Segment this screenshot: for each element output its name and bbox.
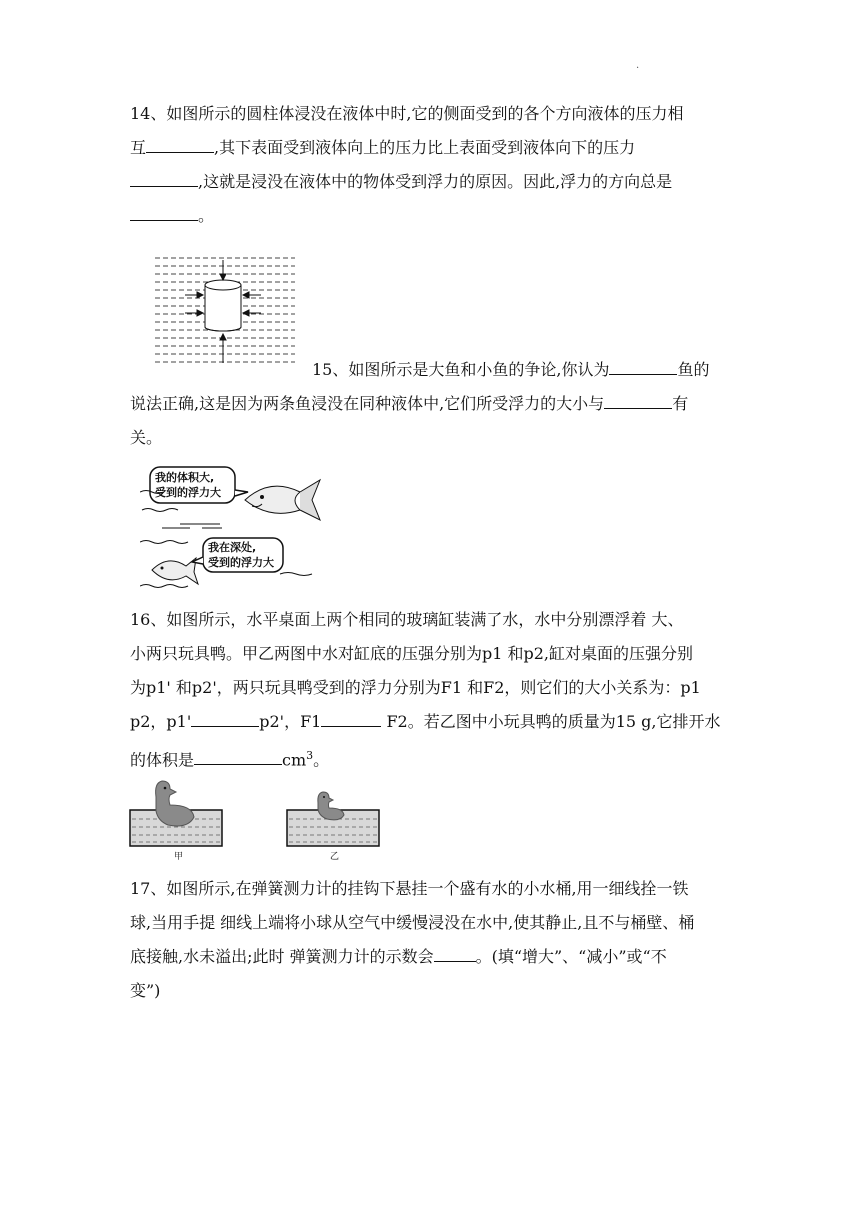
q14-blank-2[interactable] [130, 168, 198, 187]
tank-b [287, 792, 379, 846]
q17-line-1: 17、如图所示,在弹簧测力计的挂钩下悬挂一个盛有水的小水桶,用一细线拴一铁 [130, 879, 689, 898]
q17-line-3 [130, 940, 730, 974]
duck-tanks-figure [128, 775, 388, 865]
q15-blank-2[interactable] [604, 390, 672, 409]
cylinder-in-liquid-figure [155, 255, 297, 367]
q17-text [130, 872, 730, 1008]
tank-a-label: 甲 [174, 852, 184, 862]
page-mark: . [636, 60, 640, 71]
big-fish-bubble [155, 470, 221, 500]
q16-unit-exponent: 3 [306, 749, 314, 762]
q14-blank-3[interactable] [130, 202, 198, 221]
tank-a [130, 781, 222, 846]
q17-line-2: 球,当用手提 细线上端将小球从空气中缓慢浸没在水中,使其静止,且不与桶壁、桶 [130, 913, 695, 932]
q17-line-3a: 底接触,水未溢出;此时 弹簧测力计的示数会 [130, 947, 434, 966]
q16-line-1: 16、如图所示，水平桌面上两个相同的玻璃缸装满了水，水中分别漂浮着 大、 [130, 610, 684, 629]
q16-line-5 [130, 739, 730, 777]
q15-line-2a: 说法正确,这是因为两条鱼浸没在同种液体中,它们所受浮力的大小与 [130, 394, 605, 413]
q15-line-2 [130, 387, 730, 421]
q14-line-2b: ,其下表面受到液体向上的压力比上表面受到液体向下的压力 [214, 138, 636, 157]
q14-line-4 [130, 199, 730, 233]
big-fish-bubble-line-2: 受到的浮力大 [155, 486, 221, 499]
small-fish-bubble [208, 540, 274, 570]
tank-b-label: 乙 [330, 852, 340, 862]
q15-line-1b: 鱼的 [677, 360, 710, 379]
big-fish-bubble-line-1: 我的体积大, [155, 471, 215, 484]
q16-line-4b: p2'，F1 [259, 712, 322, 731]
q16-line-3: 为p1' 和p2'，两只玩具鸭受到的浮力分别为F1 和F2，则它们的大小关系为：p1 [130, 678, 701, 697]
q16-blank-3[interactable] [194, 746, 282, 765]
q15-text [130, 387, 730, 455]
q15-blank-1[interactable] [609, 356, 677, 375]
q14-line-3b: ,这就是浸没在液体中的物体受到浮力的原因。因此,浮力的方向总是 [198, 172, 673, 191]
q16-line-4 [130, 705, 730, 739]
q17-line-3b: 。(填“增大”、“减小”或“不 [475, 947, 667, 966]
q16-line-4a: p2，p1' [130, 712, 192, 731]
small-fish-bubble-line-2: 受到的浮力大 [208, 556, 274, 569]
q15-line-1 [312, 353, 732, 387]
q14-blank-1[interactable] [146, 134, 214, 153]
q14-line-2 [130, 131, 730, 165]
q17-line-4: 变”) [130, 981, 161, 1000]
q14-line-2a: 互 [130, 138, 147, 157]
q14-line-1: 14、如图所示的圆柱体浸没在液体中时,它的侧面受到的各个方向液体的压力相 [130, 104, 684, 123]
q16-blank-2[interactable] [321, 708, 381, 727]
q16-line-2: 小两只玩具鸭。甲乙两图中水对缸底的压强分别为p1 和p2,缸对桌面的压强分别 [130, 644, 694, 663]
q14-line-4b: 。 [198, 206, 215, 225]
q14-text [130, 97, 730, 233]
q16-text [130, 603, 730, 777]
q17-blank-1[interactable] [434, 943, 476, 962]
q15-line-2b: 有 [672, 394, 689, 413]
q16-line-5a: 的体积是 [130, 750, 195, 770]
q16-line-5c: 。 [313, 750, 330, 770]
q14-line-3 [130, 165, 730, 199]
fish-debate-figure [140, 462, 325, 592]
q15-line-3: 关。 [130, 428, 163, 447]
small-fish-bubble-line-1: 我在深处, [208, 541, 257, 554]
q16-blank-1[interactable] [191, 708, 259, 727]
q16-line-4c: F2。若乙图中小玩具鸭的质量为15 g,它排开水 [381, 712, 721, 731]
q15-line-1a: 15、如图所示是大鱼和小鱼的争论,你认为 [312, 360, 610, 379]
q16-line-5b: cm [282, 750, 307, 770]
